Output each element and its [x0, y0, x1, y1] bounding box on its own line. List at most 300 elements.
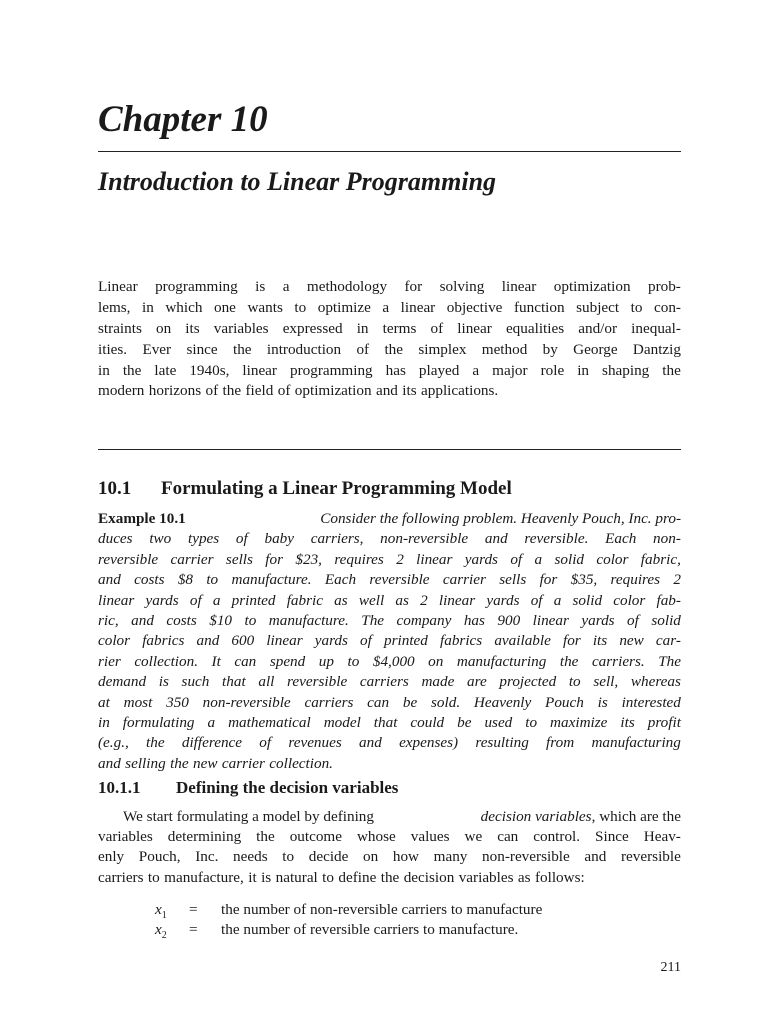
word: available — [494, 632, 551, 650]
word: solving — [439, 278, 485, 295]
variable-symbol: $x_1$ — [155, 901, 167, 922]
word: to — [244, 611, 257, 629]
word: and — [359, 734, 382, 752]
word: determining — [167, 828, 242, 846]
word: of — [627, 611, 639, 629]
word: as — [334, 591, 348, 609]
word: manufacturing — [591, 734, 681, 752]
word: of — [430, 319, 444, 337]
word: terms — [382, 319, 417, 337]
text-line — [98, 298, 681, 319]
word: to — [147, 868, 160, 886]
word: color — [613, 591, 646, 609]
word: played — [418, 361, 460, 379]
word: manufacturing — [456, 652, 547, 670]
text-line — [98, 361, 681, 382]
word: its — [620, 713, 635, 731]
word: collection. — [134, 652, 198, 670]
text-line — [98, 693, 681, 713]
word: the — [122, 361, 142, 379]
word: costs — [166, 611, 197, 629]
word: linear — [400, 298, 436, 316]
word: wants — [247, 298, 283, 316]
word: used — [484, 713, 513, 731]
word: Inc. — [195, 848, 219, 866]
word: yards — [314, 632, 348, 650]
word: $35, — [570, 571, 598, 589]
word: a — [534, 550, 543, 568]
word: linear — [416, 550, 453, 568]
word: linear — [98, 591, 135, 609]
word: optimization — [294, 382, 372, 400]
word: printed — [384, 632, 428, 650]
word: expressed — [282, 319, 343, 337]
word: equalities — [505, 319, 565, 337]
word: yards — [581, 611, 615, 629]
word: is — [158, 673, 169, 691]
word: lems, — [98, 298, 131, 316]
word: a — [472, 361, 480, 379]
word: on — [363, 848, 379, 866]
word: Pouch, — [138, 848, 181, 866]
word: new — [619, 632, 644, 650]
text-line — [98, 529, 681, 549]
word: company — [396, 611, 452, 629]
word: 900 — [497, 611, 521, 629]
word: Each — [605, 530, 637, 548]
word: to — [630, 298, 643, 316]
word: a — [382, 298, 390, 316]
word: we — [464, 828, 483, 846]
word: 350 — [166, 693, 189, 711]
word: could — [410, 713, 445, 731]
text-line — [98, 827, 681, 847]
word: natural — [275, 868, 318, 886]
word: projected — [499, 673, 557, 691]
word: fabrics — [440, 632, 483, 650]
word: its — [592, 632, 608, 650]
word: are — [467, 673, 487, 691]
word: George — [573, 340, 618, 358]
word: of — [189, 591, 202, 609]
word: carriers. — [591, 652, 645, 670]
definition-text: the number of reversible carriers to manufacture. — [221, 921, 519, 938]
word: Ever — [142, 340, 172, 358]
word: on — [428, 652, 444, 670]
word: it — [248, 868, 257, 886]
word: the — [662, 361, 681, 379]
word: the — [384, 340, 403, 358]
text-line — [98, 652, 681, 672]
word: the — [146, 734, 165, 752]
word: two — [149, 530, 172, 548]
text-line — [98, 807, 681, 827]
word: types — [187, 530, 220, 548]
word: be — [457, 713, 472, 731]
word: manufacture, — [164, 868, 244, 886]
word: in — [577, 361, 590, 379]
word: variables — [458, 868, 514, 886]
subsection-number: 10.1.1 — [98, 778, 141, 797]
text-run: We start formulating a model by defining — [123, 808, 374, 825]
text-line — [98, 713, 681, 733]
word: its — [402, 382, 417, 400]
word: optimization — [553, 278, 631, 295]
word: up — [318, 652, 334, 670]
word: function — [513, 298, 565, 316]
word: interested — [621, 693, 681, 711]
chapter-rule — [98, 151, 681, 152]
word: for — [539, 571, 558, 589]
word: can — [367, 693, 390, 711]
word: to — [294, 298, 307, 316]
word: linear — [242, 361, 277, 379]
text-line — [98, 672, 681, 692]
word: carrier — [442, 571, 486, 589]
word: Linear — [98, 278, 138, 295]
text-line — [98, 611, 681, 631]
word: for — [265, 550, 284, 568]
word: profit — [647, 713, 681, 731]
chapter-subtitle: Introduction to Linear Programming — [98, 167, 497, 196]
word: that — [373, 713, 398, 731]
word: programming — [289, 361, 373, 379]
word: variables — [213, 319, 269, 337]
word: and — [98, 571, 121, 589]
text-run: decision variables, which are the — [480, 808, 681, 825]
word: mathematical — [228, 713, 311, 731]
word: which — [165, 298, 203, 316]
word: reversible — [620, 848, 681, 866]
word: non- — [653, 530, 681, 548]
word: sell, — [593, 673, 619, 691]
text-line — [98, 631, 681, 651]
word: to — [568, 673, 581, 691]
word: model — [323, 713, 361, 731]
word: linear — [532, 611, 569, 629]
word: reversible — [287, 673, 348, 691]
word: carriers, — [310, 530, 364, 548]
word: The — [361, 611, 385, 629]
word: of — [205, 382, 219, 400]
word: and — [131, 611, 154, 629]
word: well — [358, 591, 385, 609]
subsection-title: Defining the decision variables — [176, 778, 399, 797]
word: manufacture. — [231, 571, 312, 589]
word: solid — [554, 550, 585, 568]
word: shaping — [602, 361, 650, 379]
word: ities. — [98, 340, 128, 358]
word: linear — [438, 591, 476, 609]
word: be — [402, 693, 418, 711]
word: Since — [595, 828, 629, 846]
word: the — [559, 652, 579, 670]
word: selling — [125, 754, 166, 772]
word: the — [232, 340, 252, 358]
word: in — [142, 298, 154, 316]
word: horizons — [148, 382, 202, 400]
word: one — [213, 298, 236, 316]
word: difference — [181, 734, 243, 752]
definition-row — [155, 900, 542, 920]
section-divider — [98, 449, 681, 450]
equals-sign: = — [189, 901, 198, 918]
word: by — [542, 340, 558, 358]
word: demand — [98, 673, 147, 691]
word: reversible. — [524, 530, 589, 548]
word: carrier — [170, 550, 214, 568]
word: linear — [266, 632, 303, 650]
word: a — [207, 713, 216, 731]
word: Heav- — [643, 828, 681, 846]
example-label: Example 10.1 — [98, 510, 186, 527]
text-line — [98, 570, 681, 590]
word: color — [596, 550, 629, 568]
word: made — [421, 673, 455, 691]
word: to — [347, 652, 360, 670]
word: Dantzig — [632, 340, 681, 358]
word: to — [282, 848, 295, 866]
word: collection. — [269, 754, 333, 772]
text-line — [98, 550, 681, 570]
word: reversible — [98, 550, 159, 568]
word: at — [98, 693, 110, 711]
word: expenses) — [399, 734, 459, 752]
text-line — [98, 591, 681, 611]
word: simplex — [418, 340, 467, 358]
word: of — [510, 550, 523, 568]
word: the — [380, 868, 400, 886]
word: It — [211, 652, 221, 670]
word: the — [170, 754, 189, 772]
word: 2 — [420, 591, 428, 609]
body-paragraph — [98, 807, 681, 888]
word: fabric, — [640, 550, 681, 568]
word: carriers — [98, 868, 144, 886]
word: for — [562, 632, 581, 650]
word: of — [259, 734, 272, 752]
word: of — [277, 382, 291, 400]
text-line — [98, 733, 681, 753]
word: $4,000 — [372, 652, 415, 670]
word: carriers — [304, 693, 354, 711]
word: since — [186, 340, 218, 358]
word: linear — [501, 278, 537, 295]
word: such — [181, 673, 210, 691]
text-line — [98, 319, 681, 340]
word: solid — [651, 611, 681, 629]
word: as — [395, 591, 409, 609]
word: solid — [572, 591, 603, 609]
word: applications. — [421, 382, 499, 400]
word: for — [404, 278, 423, 295]
word: yards — [145, 591, 179, 609]
equals-sign: = — [189, 921, 198, 938]
subsection-heading — [98, 776, 398, 800]
word: formulating — [122, 713, 195, 731]
word: to — [322, 868, 334, 886]
section-title: Formulating a Linear Programming Model — [161, 478, 512, 499]
word: and — [98, 754, 121, 772]
word: duces — [98, 530, 133, 548]
word: a — [282, 278, 290, 295]
word: carrier — [221, 754, 265, 772]
word: and — [196, 632, 220, 650]
word: decision — [403, 868, 455, 886]
word: revenues — [288, 734, 342, 752]
word: introduction — [266, 340, 342, 358]
word: 2 — [396, 550, 404, 568]
word: can — [234, 652, 257, 670]
word: The — [658, 652, 681, 670]
word: sold. — [431, 693, 461, 711]
page-number: 211 — [660, 960, 681, 975]
word: needs — [233, 848, 268, 866]
text-line — [98, 847, 681, 867]
variable-definitions — [155, 900, 542, 940]
word: color — [98, 632, 131, 650]
word: role — [540, 361, 565, 379]
definition-text: the number of non-reversible carriers to manufacture — [221, 901, 543, 918]
word: that — [222, 673, 246, 691]
word: method — [481, 340, 528, 358]
word: outcome — [289, 828, 342, 846]
word: 1940s, — [189, 361, 230, 379]
word: programming — [155, 278, 238, 295]
word: baby — [264, 530, 294, 548]
word: to — [525, 713, 538, 731]
text-line — [98, 868, 681, 888]
word: maximize — [550, 713, 608, 731]
word: enly — [98, 848, 125, 866]
definition-row — [155, 920, 542, 940]
word: in — [98, 713, 110, 731]
word: of — [235, 530, 248, 548]
word: linear — [457, 319, 492, 337]
word: is — [255, 278, 266, 295]
word: optimize — [317, 298, 371, 316]
example-paragraph — [98, 509, 681, 774]
word: Each — [324, 571, 357, 589]
word: 600 — [231, 632, 255, 650]
word: to — [206, 571, 219, 589]
word: modern — [98, 382, 145, 400]
word: (e.g., — [98, 734, 129, 752]
section-number: 10.1 — [98, 478, 132, 499]
word: reversible — [369, 571, 430, 589]
word: Pouch — [545, 693, 584, 711]
word: fabric — [286, 591, 323, 609]
word: yards — [486, 591, 520, 609]
word: most — [123, 693, 153, 711]
word: of — [530, 591, 543, 609]
word: values — [410, 828, 450, 846]
word: as — [517, 868, 531, 886]
word: costs — [134, 571, 165, 589]
word: define — [338, 868, 377, 886]
word: the — [256, 828, 275, 846]
word: control. — [533, 828, 581, 846]
word: 2 — [673, 571, 681, 589]
word: spend — [269, 652, 306, 670]
example-first-line: Consider the following problem. Heavenly Pouch, Inc. pro- — [320, 510, 681, 527]
word: ric, — [98, 611, 119, 629]
text-line — [98, 277, 681, 298]
word: $10 — [209, 611, 233, 629]
word: Heavenly — [473, 693, 532, 711]
word: decide — [308, 848, 349, 866]
word: whose — [356, 828, 396, 846]
word: fab- — [656, 591, 681, 609]
word: of — [356, 340, 370, 358]
word: con- — [653, 298, 681, 316]
chapter-title: Chapter 10 — [98, 99, 268, 140]
word: non-reversible — [202, 693, 291, 711]
word: has — [385, 361, 406, 379]
word: methodology — [306, 278, 388, 295]
word: and — [375, 382, 398, 400]
word: follows: — [534, 868, 585, 886]
word: is — [261, 868, 272, 886]
word: of — [360, 632, 372, 650]
word: yards — [464, 550, 498, 568]
word: in — [98, 361, 110, 379]
word: whereas — [630, 673, 681, 691]
word: a — [212, 591, 221, 609]
word: carriers — [359, 673, 409, 691]
word: in — [356, 319, 369, 337]
word: and — [484, 530, 508, 548]
word: straints — [98, 319, 142, 337]
word: how — [392, 848, 420, 866]
word: prob- — [647, 278, 681, 295]
word: new — [193, 754, 218, 772]
word: its — [185, 319, 200, 337]
word: subject — [576, 298, 620, 316]
word: objective — [446, 298, 503, 316]
text-line — [98, 381, 681, 402]
word: field — [245, 382, 274, 400]
word: non-reversible — [482, 848, 570, 866]
word: resulting — [475, 734, 529, 752]
section-heading — [98, 476, 512, 502]
word: rier — [98, 652, 121, 670]
word: requires — [610, 571, 661, 589]
word: all — [258, 673, 275, 691]
word: non-reversible — [380, 530, 469, 548]
word: manufacture. — [268, 611, 349, 629]
word: inequal- — [631, 319, 681, 337]
word: has — [463, 611, 485, 629]
text-line — [98, 754, 681, 774]
word: major — [492, 361, 528, 379]
intro-paragraph — [98, 277, 681, 402]
word: the — [222, 382, 242, 400]
word: on — [155, 319, 172, 337]
text-line — [98, 340, 681, 361]
word: requires — [334, 550, 384, 568]
word: is — [597, 693, 608, 711]
variable-symbol: $x_2$ — [155, 921, 167, 942]
word: fabrics — [142, 632, 185, 650]
word: $8 — [177, 571, 193, 589]
word: and/or — [578, 319, 618, 337]
term-decision-variables: decision variables — [480, 808, 592, 825]
word: sells — [499, 571, 527, 589]
word: a — [553, 591, 562, 609]
word: printed — [231, 591, 276, 609]
word: variables — [98, 828, 153, 846]
